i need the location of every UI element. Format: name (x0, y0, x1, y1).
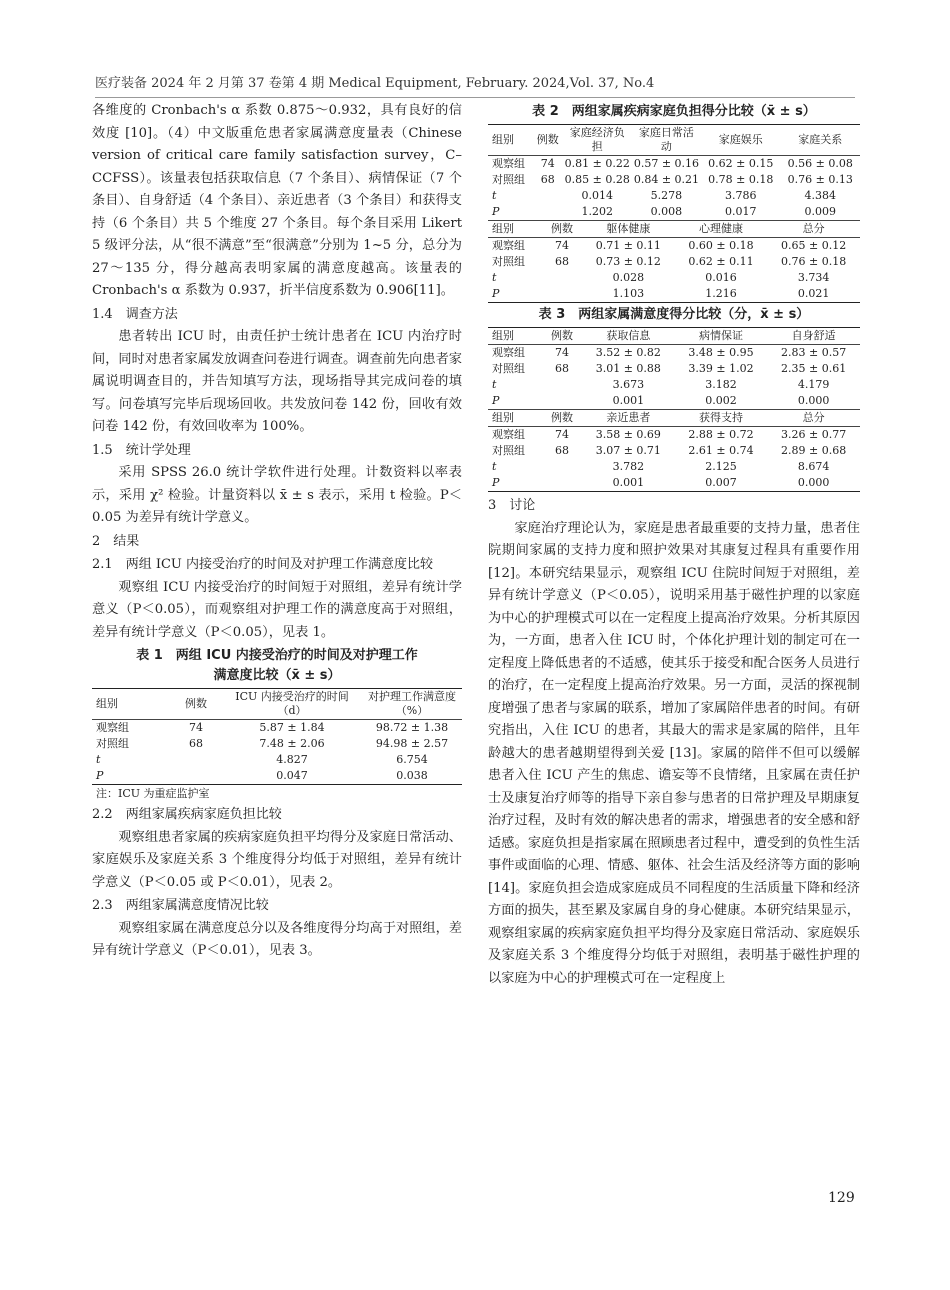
table-cell: 0.001 (612, 394, 645, 407)
table-cell (488, 377, 542, 393)
table-row (488, 459, 860, 475)
table-cell (170, 768, 222, 785)
table-header-cell: 例数 (533, 125, 563, 156)
paragraph-scales: 各维度的 Cronbach's α 系数 0.875～0.932，具有良好的信效度 [10]。（4）中文版重危患者家属满意度量表（Chinese version of critical care family satisfaction survey，C–CCFSS）。该量表包括获取信息（7 个条目）、病情保证（7 个条目）、自身舒适（4 个条目）、亲近患者（3 个条目）和获得支持（6 个条目）共 5 个维度 27 个条目。每个条目采用 Likert 5 级评分法，从“很不满意”至“很满意”分别为 1~5 分，总分为 27～135 分，得分越高表明家属的满意度越高。该量表的 Cronbach's α 系数为 0.937，折半信度系数为 0.906[11]。 (92, 103, 462, 298)
table-cell: 74 (540, 157, 555, 170)
table-cell: 2.125 (705, 460, 737, 473)
table-cell (488, 188, 533, 204)
table1-note: 注：ICU 为重症监护室 (96, 787, 210, 800)
table-header-cell: 获得支持 (675, 410, 768, 427)
table-cell: 0.017 (725, 205, 757, 218)
table3-caption: 表 3 两组家属满意度得分比较（分，x̄ ± s） (538, 307, 810, 322)
table-cell: 0.001 (582, 475, 675, 492)
table-row (488, 393, 860, 410)
section-number: 2 (92, 533, 101, 549)
table-header-cell: 家庭日常活动 (632, 125, 701, 156)
table-cell: 0.84 ± 0.21 (633, 173, 700, 186)
table-cell (542, 475, 582, 492)
table-row (488, 156, 860, 173)
table-cell: 4.384 (804, 189, 836, 202)
table-cell (488, 204, 533, 220)
section-title: 统计学处理 (125, 442, 191, 458)
table-cell: 2.61 ± 0.74 (688, 444, 754, 457)
table-cell: 3.182 (705, 378, 737, 391)
table1-caption-line2: 满意度比较（x̄ ± s） (213, 668, 341, 683)
table-cell: 3.48 ± 0.95 (688, 346, 754, 359)
table-cell: 2.35 ± 0.61 (781, 362, 847, 375)
section-title: 两组 ICU 内接受治疗的时间及对护理工作满意度比较 (125, 557, 434, 572)
table-cell: 68 (555, 255, 569, 268)
table-cell: 0.71 ± 0.11 (595, 239, 661, 252)
table-header-cell: 组别 (488, 125, 533, 156)
p-symbol: P (492, 287, 500, 300)
table-cell: 3.39 ± 1.02 (688, 362, 754, 375)
table-row (488, 377, 860, 393)
section-1-5-heading (92, 440, 462, 463)
table-header-row (488, 328, 860, 345)
table-cell (488, 286, 542, 303)
table-cell: 0.038 (362, 768, 462, 785)
table-cell: 观察组 (96, 721, 129, 734)
section-2-2-heading (92, 804, 462, 827)
table-row (488, 172, 860, 188)
table-row (488, 427, 860, 444)
section-number: 2.2 (92, 807, 113, 822)
paragraph-result-2-1: 观察组 ICU 内接受治疗的时间短于对照组，差异有统计学意义（P＜0.05），而观察组对护理工作的满意度高于对照组，差异有统计学意义（P＜0.05），见表 1。 (92, 579, 462, 640)
table-header-cell: 组别 (488, 410, 542, 427)
table-row (92, 768, 462, 785)
table-cell (92, 768, 170, 785)
table-cell: 68 (189, 737, 203, 750)
table-cell: 3.782 (612, 460, 645, 473)
table-cell: 98.72 ± 1.38 (375, 721, 449, 734)
paragraph-result-2-3: 观察组家属在满意度总分以及各维度得分均高于对照组，差异有统计学意义（P＜0.01），见表 3。 (92, 920, 462, 958)
table-cell: 3.07 ± 0.71 (595, 444, 661, 457)
p-symbol: P (96, 769, 104, 782)
page-number: 129 (828, 1190, 855, 1206)
table-cell: 68 (555, 444, 569, 457)
paragraph-result-2-2: 观察组患者家属的疾病家庭负担平均得分及家庭日常活动、家庭娱乐及家庭关系 3 个维度得分均低于对照组，差异有统计学意义（P＜0.05 或 P＜0.01），见表 2。 (92, 829, 462, 890)
paragraph-statistics: 采用 SPSS 26.0 统计学软件进行处理。计数资料以率表示，采用 χ² 检验。计量资料以 x̄ ± s 表示，采用 t 检验。P＜0.05 为差异有统计学意义。 (92, 465, 462, 525)
table-header-cell: ICU 内接受治疗的时间（d） (222, 689, 362, 720)
section-number: 3 (488, 498, 497, 513)
table1 (92, 688, 462, 785)
table-header-row (488, 125, 860, 156)
p-symbol: P (492, 205, 500, 218)
table-header-cell: 家庭关系 (781, 125, 861, 156)
table2 (488, 124, 860, 220)
table-cell: 6.754 (396, 753, 428, 766)
table-cell (488, 270, 542, 286)
table-cell: 0.65 ± 0.12 (781, 239, 847, 252)
table-row (488, 286, 860, 303)
table-cell: 0.002 (705, 394, 737, 407)
table-header-cell: 躯体健康 (582, 221, 675, 238)
table2-part-b (488, 220, 860, 303)
table-cell: 对照组 (492, 362, 525, 375)
section-2-3-heading (92, 895, 462, 918)
table-cell: 0.56 ± 0.08 (787, 157, 853, 170)
section-number: 2.1 (92, 557, 113, 572)
table-cell: 观察组 (492, 428, 525, 441)
table-cell (533, 188, 563, 204)
table-cell: 2.89 ± 0.68 (781, 444, 847, 457)
table-header-cell: 自身舒适 (767, 328, 860, 345)
table-cell: 0.028 (612, 271, 645, 284)
p-symbol: P (492, 394, 500, 407)
table-cell: 0.57 ± 0.16 (633, 157, 700, 170)
table2-caption: 表 2 两组家属疾病家庭负担得分比较（x̄ ± s） (532, 104, 816, 119)
t-symbol: t (492, 271, 497, 284)
t-symbol: t (492, 460, 497, 473)
table-cell: 观察组 (492, 239, 525, 252)
paragraph-survey-method: 患者转出 ICU 时，由责任护士统计患者在 ICU 内治疗时间，同时对患者家属发放调查问卷进行调查。调查前先向患者家属说明调查目的，并告知填写方法，现场指导其完成问卷的填写。问卷填写完毕后现场回收。共发放问卷 142 份，回收有效问卷 142 份，有效回收率为 100%。 (92, 329, 462, 434)
section-3-heading (488, 495, 860, 518)
section-title: 两组家属疾病家庭负担比较 (125, 807, 282, 822)
table-cell: 0.85 ± 0.28 (564, 173, 630, 186)
table-row (92, 752, 462, 768)
table-cell: 1.103 (582, 286, 675, 303)
table-header-cell: 对护理工作满意度（%） (362, 689, 462, 720)
table-cell: 1.202 (581, 205, 613, 218)
table-header-cell: 家庭娱乐 (701, 125, 780, 156)
table-cell: 0.78 ± 0.18 (708, 173, 774, 186)
table-header-cell: 例数 (542, 221, 582, 238)
table-row (488, 188, 860, 204)
table-cell: 3.734 (797, 271, 830, 284)
table-cell: 74 (189, 721, 203, 734)
table-header-cell: 家庭经济负担 (563, 125, 632, 156)
section-number: 1.4 (92, 306, 113, 322)
table-cell: 观察组 (492, 157, 525, 170)
left-column (92, 100, 462, 963)
table-cell: 3.26 ± 0.77 (781, 428, 847, 441)
running-header: 医疗装备 2024 年 2 月第 37 卷第 4 期 Medical Equipment, February. 2024,Vol. 37, No.4 (95, 72, 855, 98)
section-title: 结果 (113, 533, 140, 549)
table-cell: 0.76 ± 0.18 (781, 255, 847, 268)
section-title: 调查方法 (125, 306, 178, 322)
table-cell: 对照组 (492, 444, 525, 457)
table-cell: 0.009 (804, 205, 836, 218)
t-symbol: t (492, 378, 497, 391)
table-row (488, 443, 860, 459)
table-cell: 3.786 (725, 189, 757, 202)
section-number: 2.3 (92, 898, 113, 913)
table-cell (542, 459, 582, 475)
table-cell (542, 377, 582, 393)
table-cell: 2.88 ± 0.72 (688, 428, 754, 441)
table-cell: 74 (555, 428, 569, 441)
table-cell (542, 286, 582, 303)
t-symbol: t (96, 753, 101, 766)
table-cell: 4.179 (797, 378, 830, 391)
table-cell: 7.48 ± 2.06 (259, 737, 325, 750)
table-cell: 3.52 ± 0.82 (595, 346, 661, 359)
table-cell: 0.76 ± 0.13 (787, 173, 853, 186)
table-cell: 3.673 (612, 378, 645, 391)
section-title: 讨论 (509, 498, 536, 513)
table-cell: 0.000 (797, 394, 830, 407)
t-symbol: t (492, 189, 497, 202)
table-header-cell: 例数 (542, 328, 582, 345)
table-cell: 0.014 (581, 189, 613, 202)
table-cell: 0.021 (767, 286, 860, 303)
table-cell: 4.827 (276, 753, 308, 766)
table-header-cell: 病情保证 (675, 328, 768, 345)
table-cell: 68 (540, 173, 555, 186)
table-cell: 0.016 (705, 271, 737, 284)
table-cell: 对照组 (96, 737, 129, 750)
table-header-cell: 例数 (170, 689, 222, 720)
table-row (488, 238, 860, 255)
table-cell: 5.87 ± 1.84 (259, 721, 325, 734)
table-cell: 0.60 ± 0.18 (688, 239, 754, 252)
table-cell: 0.62 ± 0.15 (708, 157, 774, 170)
table-cell (488, 459, 542, 475)
table-row (488, 475, 860, 492)
table-cell: 94.98 ± 2.57 (375, 737, 449, 750)
table-header-cell: 组别 (488, 328, 542, 345)
table-cell: 对照组 (492, 173, 525, 186)
table-header-cell: 获取信息 (582, 328, 675, 345)
table-header-cell: 总分 (767, 221, 860, 238)
table-cell (488, 475, 542, 492)
table-cell: 0.73 ± 0.12 (595, 255, 661, 268)
table-cell (533, 204, 563, 220)
table-cell: 5.278 (650, 189, 683, 202)
table3 (488, 327, 860, 492)
table-cell: 3.58 ± 0.69 (595, 428, 661, 441)
table-cell: 74 (555, 346, 569, 359)
table-cell: 74 (555, 239, 569, 252)
table-header-cell: 组别 (92, 689, 170, 720)
table-header-row (488, 410, 860, 427)
table-header-cell: 例数 (542, 410, 582, 427)
table-cell (488, 393, 542, 410)
table-header-row (488, 221, 860, 238)
table-cell: 0.007 (675, 475, 768, 492)
table-row (488, 270, 860, 286)
right-column (488, 100, 860, 990)
table-cell: 0.008 (650, 205, 683, 218)
table-header-cell: 组别 (488, 221, 542, 238)
table-row (488, 361, 860, 377)
table1-caption-line1: 表 1 两组 ICU 内接受治疗的时间及对护理工作 (136, 648, 418, 663)
table-cell: 0.62 ± 0.11 (688, 255, 754, 268)
paragraph-discussion: 家庭治疗理论认为，家庭是患者最重要的支持力量，患者住院期间家属的支持力度和照护效果对其康复过程具有重要作用 [12]。本研究结果显示，观察组 ICU 住院时间短于对照组，差异有统计学意义（P＜0.05），说明采用基于磁性护理的以家庭为中心的护理模式可以在一定程度上提高治疗效果。分析其原因为，一方面，患者入住 ICU 时，个体化护理计划的制定可在一定程度上降低患者的不适感，使其乐于接受和配合医务人员进行的治疗，在一定程度上提高治疗效果。另一方面，灵活的探视制度增强了患者与家属的联系，增加了家属陪伴患者的时间。有研究指出，入住 ICU 的患者，其最大的需求是家属的陪伴，且年龄越大的患者越期望得到关爱 [13]。家属的陪伴不但可以缓解患者入住 ICU 产生的焦虑、谵妄等不良情绪，且家属在责任护士及康复治疗师等的指导下亲自参与患者的日常护理及早期康复治疗过程，及时有效的解决患者的需求，增强患者的安全感和舒适感。家庭负担是指家属在照顾患者过程中，遭受到的负性生活事件或面临的心理、情感、躯体、社会生活及经济等方面的影响 [14]。家庭负担会造成家庭成员不同程度的生活质量下降和经济方面的损失，甚至累及家属自身的身心健康。本研究结果显示，观察组家属的疾病家庭负担平均得分及家庭日常活动、家庭娱乐及家庭关系 3 个维度得分均低于对照组，表明基于磁性护理的以家庭为中心的护理模式可在一定程度上 (488, 520, 860, 986)
section-2-1-heading (92, 554, 462, 577)
section-number: 1.5 (92, 442, 113, 458)
section-title: 两组家属满意度情况比较 (125, 898, 269, 913)
section-1-4-heading (92, 304, 462, 327)
table-row (92, 736, 462, 752)
table-cell (542, 393, 582, 410)
table-cell: 0.81 ± 0.22 (564, 157, 630, 170)
table-cell: 对照组 (492, 255, 525, 268)
table-cell: 68 (555, 362, 569, 375)
table-row (488, 204, 860, 220)
table-header-cell: 总分 (767, 410, 860, 427)
table-header-cell: 亲近患者 (582, 410, 675, 427)
table-header-cell: 心理健康 (675, 221, 768, 238)
table-cell: 观察组 (492, 346, 525, 359)
table-cell: 8.674 (797, 460, 830, 473)
table-cell (92, 752, 170, 768)
table-cell (542, 270, 582, 286)
section-2-heading (92, 531, 462, 554)
table-cell: 0.047 (222, 768, 362, 785)
table-cell (170, 752, 222, 768)
p-symbol: P (492, 476, 500, 489)
table-row (488, 345, 860, 362)
table-header-row (92, 689, 462, 720)
table-row (92, 720, 462, 737)
table-cell: 3.01 ± 0.88 (595, 362, 661, 375)
table-row (488, 254, 860, 270)
table-cell: 1.216 (675, 286, 768, 303)
table-cell: 2.83 ± 0.57 (781, 346, 847, 359)
table-cell: 0.000 (767, 475, 860, 492)
